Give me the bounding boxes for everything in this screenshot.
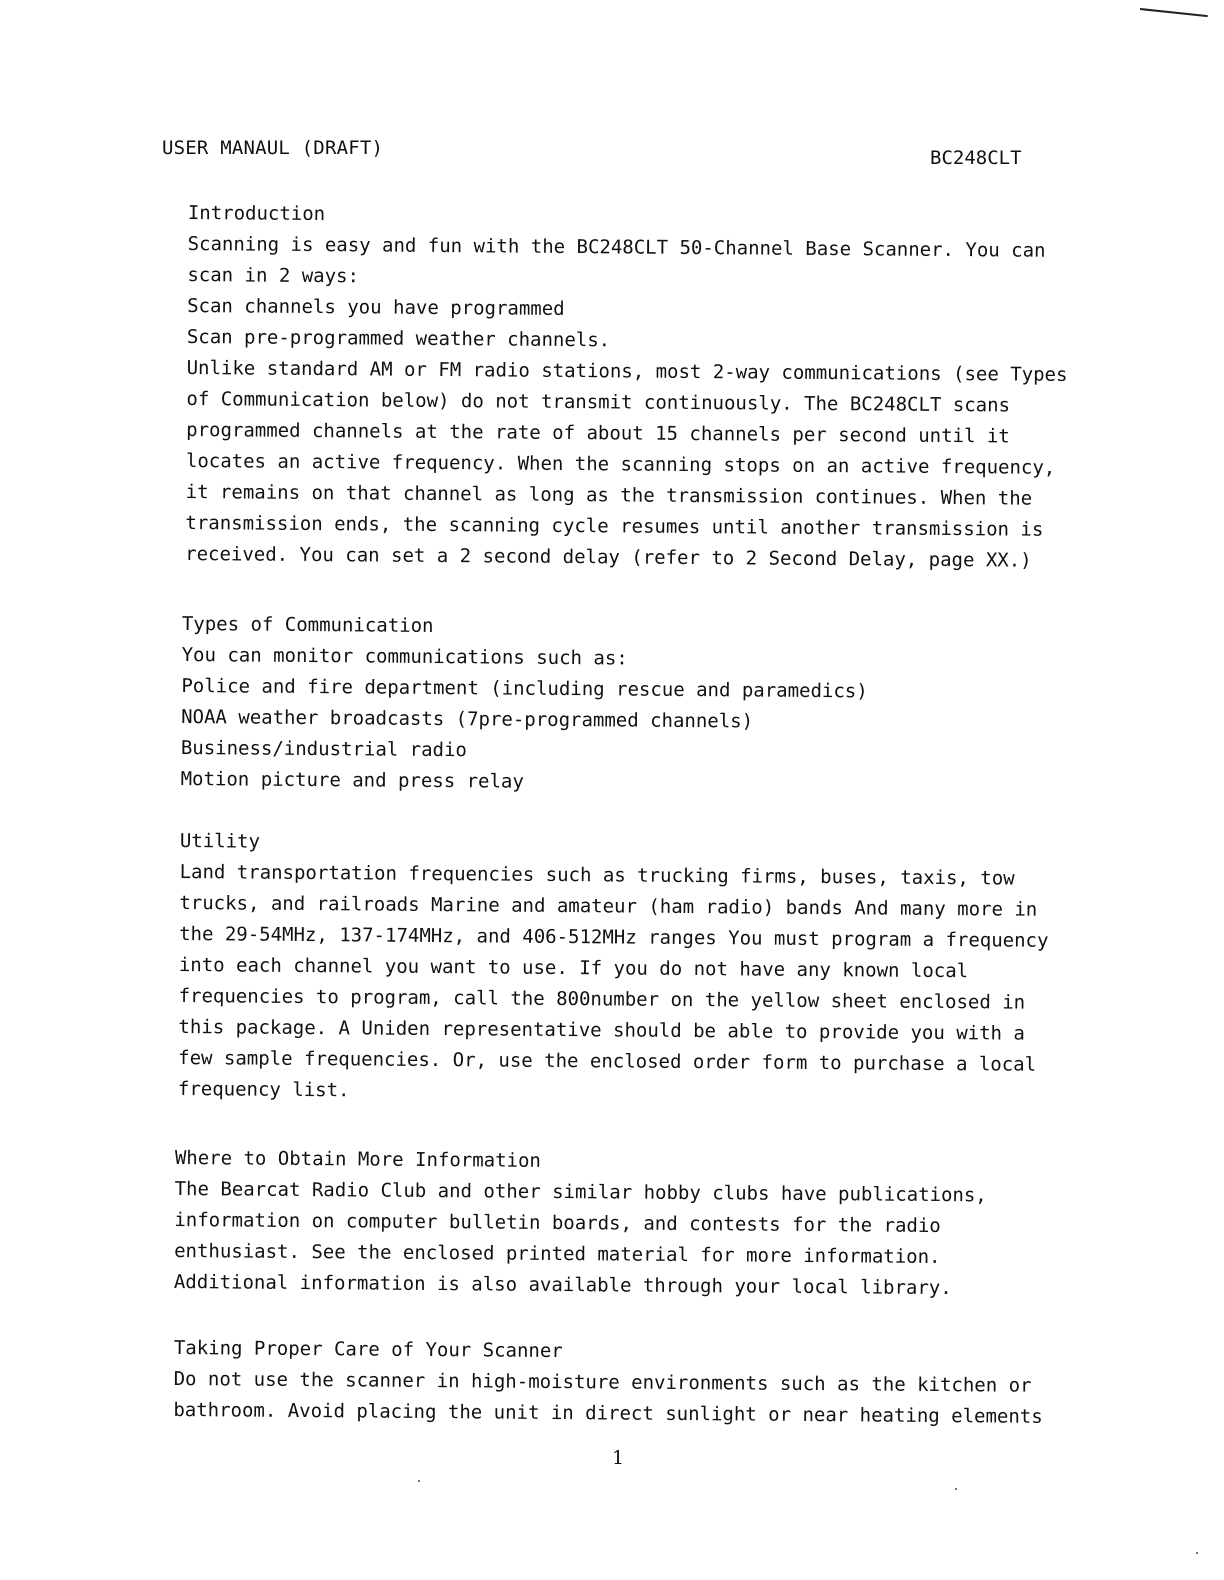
scan-speck xyxy=(955,1488,957,1490)
section-types-of-communication xyxy=(181,609,1062,802)
text-line: the 29-54MHz, 137-174MHz, and 406-512MHz ranges You must program a frequency xyxy=(179,922,1049,952)
text-line: transmission ends, the scanning cycle resumes until another transmission is xyxy=(185,511,1044,541)
scan-speck xyxy=(418,1480,420,1482)
text-line: into each channel you want to use. If you do not have any known local xyxy=(178,953,969,983)
model-number: BC248CLT xyxy=(930,147,1022,169)
text-line: Land transportation frequencies such as trucking firms, buses, taxis, tow xyxy=(179,860,1015,890)
text-line: The Bearcat Radio Club and other similar hobby clubs have publications, xyxy=(174,1177,987,1207)
text-line: enthusiast. See the enclosed printed material for more information. xyxy=(174,1239,941,1269)
text-line: Scanning is easy and fun with the BC248CLT 50-Channel Base Scanner. You can xyxy=(187,232,1046,262)
text-line: received. You can set a 2 second delay (refer to 2 Second Delay, page XX.) xyxy=(185,542,1032,572)
text-line: Additional information is also available through your local library. xyxy=(173,1270,952,1300)
text-line: bathroom. Avoid placing the unit in direct sunlight or near heating elements xyxy=(173,1398,1043,1428)
section-utility xyxy=(178,826,1060,1112)
page-number: 1 xyxy=(612,1447,625,1469)
text-line: Unlike standard AM or FM radio stations, most 2-way communications (see Types xyxy=(186,356,1068,386)
text-line: trucks, and railroads Marine and amateur (ham radio) bands And many more in xyxy=(179,891,1038,921)
text-line: this package. A Uniden representative should be able to provide you with a xyxy=(178,1015,1025,1045)
section-introduction xyxy=(185,198,1068,577)
text-line: You can monitor communications such as: xyxy=(181,643,628,670)
section-heading: Taking Proper Care of Your Scanner xyxy=(173,1336,563,1363)
text-line: programmed channels at the rate of about 15 channels per second until it xyxy=(186,418,1010,448)
text-line: locates an active frequency. When the scanning stops on an active frequency, xyxy=(185,449,1056,479)
text-line: information on computer bulletin boards, and contests for the radio xyxy=(174,1208,941,1238)
document-title: USER MANAUL (DRAFT) xyxy=(162,137,384,159)
text-line: frequencies to program, call the 800number on the yellow sheet enclosed in xyxy=(178,984,1026,1014)
section-heading: Types of Communication xyxy=(181,612,434,637)
section-heading: Where to Obtain More Information xyxy=(174,1146,542,1172)
section-heading: Utility xyxy=(179,829,261,853)
scan-mark xyxy=(1140,8,1208,18)
text-line: Do not use the scanner in high-moisture environments such as the kitchen or xyxy=(173,1367,1032,1397)
text-line: Business/industrial radio xyxy=(180,736,467,762)
text-line: NOAA weather broadcasts (7pre-programmed channels) xyxy=(181,705,754,733)
text-line: scan in 2 ways: xyxy=(187,263,360,288)
text-line: frequency list. xyxy=(177,1077,350,1102)
scan-speck xyxy=(1196,1552,1198,1554)
text-line: Scan channels you have programmed xyxy=(187,294,565,320)
text-line: Scan pre-programmed weather channels. xyxy=(186,325,611,352)
text-line: Police and fire department (including rescue and paramedics) xyxy=(181,674,868,703)
text-line: it remains on that channel as long as the transmission continues. When the xyxy=(185,480,1033,510)
section-more-information xyxy=(174,1143,1055,1305)
text-line: Motion picture and press relay xyxy=(180,767,524,793)
section-proper-care xyxy=(173,1333,1054,1433)
text-line: of Communication below) do not transmit continuously. The BC248CLT scans xyxy=(186,387,1011,417)
section-heading: Introduction xyxy=(187,201,326,226)
text-line: few sample frequencies. Or, use the enclosed order form to purchase a local xyxy=(178,1046,1037,1076)
